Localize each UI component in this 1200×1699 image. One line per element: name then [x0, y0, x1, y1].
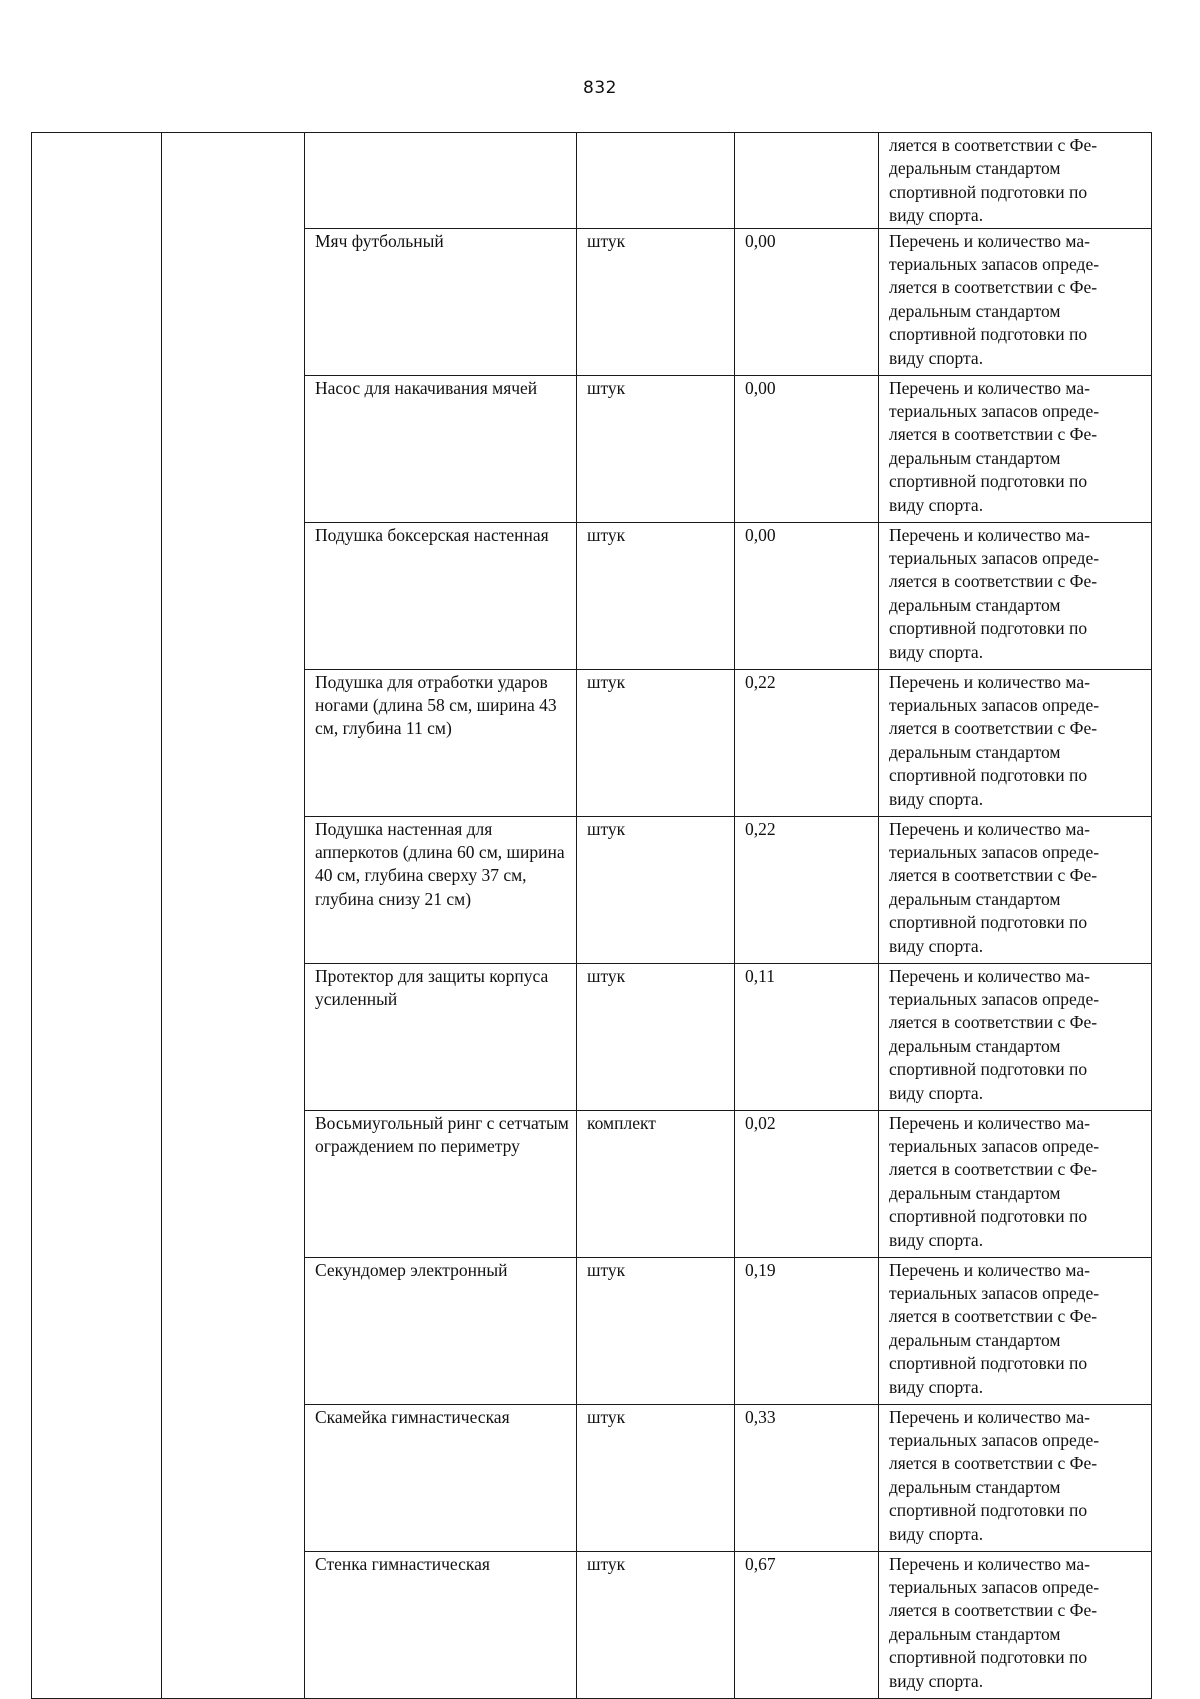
- unit-cell: комплект: [577, 1110, 735, 1257]
- quantity-cell: 0,22: [735, 816, 879, 963]
- quantity-cell: 0,00: [735, 375, 879, 522]
- quantity-cell: 0,22: [735, 669, 879, 816]
- item-name-cell: Подушка для отработки ударов ногами (длина 58 см, ширина 43 см, глубина 11 см): [305, 669, 577, 816]
- table-body: [32, 133, 1152, 1699]
- unit-cell: [577, 133, 735, 229]
- item-name-cell: Стенка гимнастическая: [305, 1551, 577, 1698]
- equipment-table: [31, 132, 1152, 1699]
- note-cell: Перечень и количество ма- териальных запасов опреде- ляется в соответствии с Фе- деральным стандартом спортивной подготовки по виду спорта.: [879, 963, 1152, 1110]
- item-name-cell: Секундомер электронный: [305, 1257, 577, 1404]
- quantity-cell: 0,02: [735, 1110, 879, 1257]
- note-cell: Перечень и количество ма- териальных запасов опреде- ляется в соответствии с Фе- деральным стандартом спортивной подготовки по виду спорта.: [879, 1551, 1152, 1698]
- quantity-cell: 0,11: [735, 963, 879, 1110]
- note-cell: Перечень и количество ма- териальных запасов опреде- ляется в соответствии с Фе- деральным стандартом спортивной подготовки по виду спорта.: [879, 816, 1152, 963]
- note-cell: Перечень и количество ма- териальных запасов опреде- ляется в соответствии с Фе- деральным стандартом спортивной подготовки по виду спорта.: [879, 1257, 1152, 1404]
- quantity-cell: 0,19: [735, 1257, 879, 1404]
- quantity-cell: 0,00: [735, 522, 879, 669]
- unit-cell: штук: [577, 1404, 735, 1551]
- note-cell: ляется в соответствии с Фе- деральным стандартом спортивной подготовки по виду спорта.: [879, 133, 1152, 229]
- quantity-cell: [735, 133, 879, 229]
- item-name-cell: Протектор для защиты корпуса усиленный: [305, 963, 577, 1110]
- item-name-cell: Восьмиугольный ринг с сетчатым ограждением по периметру: [305, 1110, 577, 1257]
- unit-cell: штук: [577, 669, 735, 816]
- merged-cell-col-2: [162, 133, 305, 1699]
- merged-cell-col-1: [32, 133, 162, 1699]
- quantity-cell: 0,00: [735, 228, 879, 375]
- item-name-cell: Подушка настенная для апперкотов (длина 60 см, ширина 40 см, глубина сверху 37 см, глубина снизу 21 см): [305, 816, 577, 963]
- item-name-cell: [305, 133, 577, 229]
- note-cell: Перечень и количество ма- териальных запасов опреде- ляется в соответствии с Фе- деральным стандартом спортивной подготовки по виду спорта.: [879, 1110, 1152, 1257]
- note-cell: Перечень и количество ма- териальных запасов опреде- ляется в соответствии с Фе- деральным стандартом спортивной подготовки по виду спорта.: [879, 669, 1152, 816]
- note-cell: Перечень и количество ма- териальных запасов опреде- ляется в соответствии с Фе- деральным стандартом спортивной подготовки по виду спорта.: [879, 375, 1152, 522]
- unit-cell: штук: [577, 963, 735, 1110]
- item-name-cell: Насос для накачивания мячей: [305, 375, 577, 522]
- unit-cell: штук: [577, 228, 735, 375]
- table-row-continued: [32, 133, 1152, 229]
- quantity-cell: 0,33: [735, 1404, 879, 1551]
- unit-cell: штук: [577, 522, 735, 669]
- item-name-cell: Скамейка гимнастическая: [305, 1404, 577, 1551]
- page-number: 832: [583, 78, 617, 98]
- item-name-cell: Подушка боксерская настенная: [305, 522, 577, 669]
- item-name-cell: Мяч футбольный: [305, 228, 577, 375]
- quantity-cell: 0,67: [735, 1551, 879, 1698]
- unit-cell: штук: [577, 375, 735, 522]
- unit-cell: штук: [577, 1551, 735, 1698]
- unit-cell: штук: [577, 1257, 735, 1404]
- unit-cell: штук: [577, 816, 735, 963]
- note-cell: Перечень и количество ма- териальных запасов опреде- ляется в соответствии с Фе- деральным стандартом спортивной подготовки по виду спорта.: [879, 1404, 1152, 1551]
- note-cell: Перечень и количество ма- териальных запасов опреде- ляется в соответствии с Фе- деральным стандартом спортивной подготовки по виду спорта.: [879, 522, 1152, 669]
- note-cell: Перечень и количество ма- териальных запасов опреде- ляется в соответствии с Фе- деральным стандартом спортивной подготовки по виду спорта.: [879, 228, 1152, 375]
